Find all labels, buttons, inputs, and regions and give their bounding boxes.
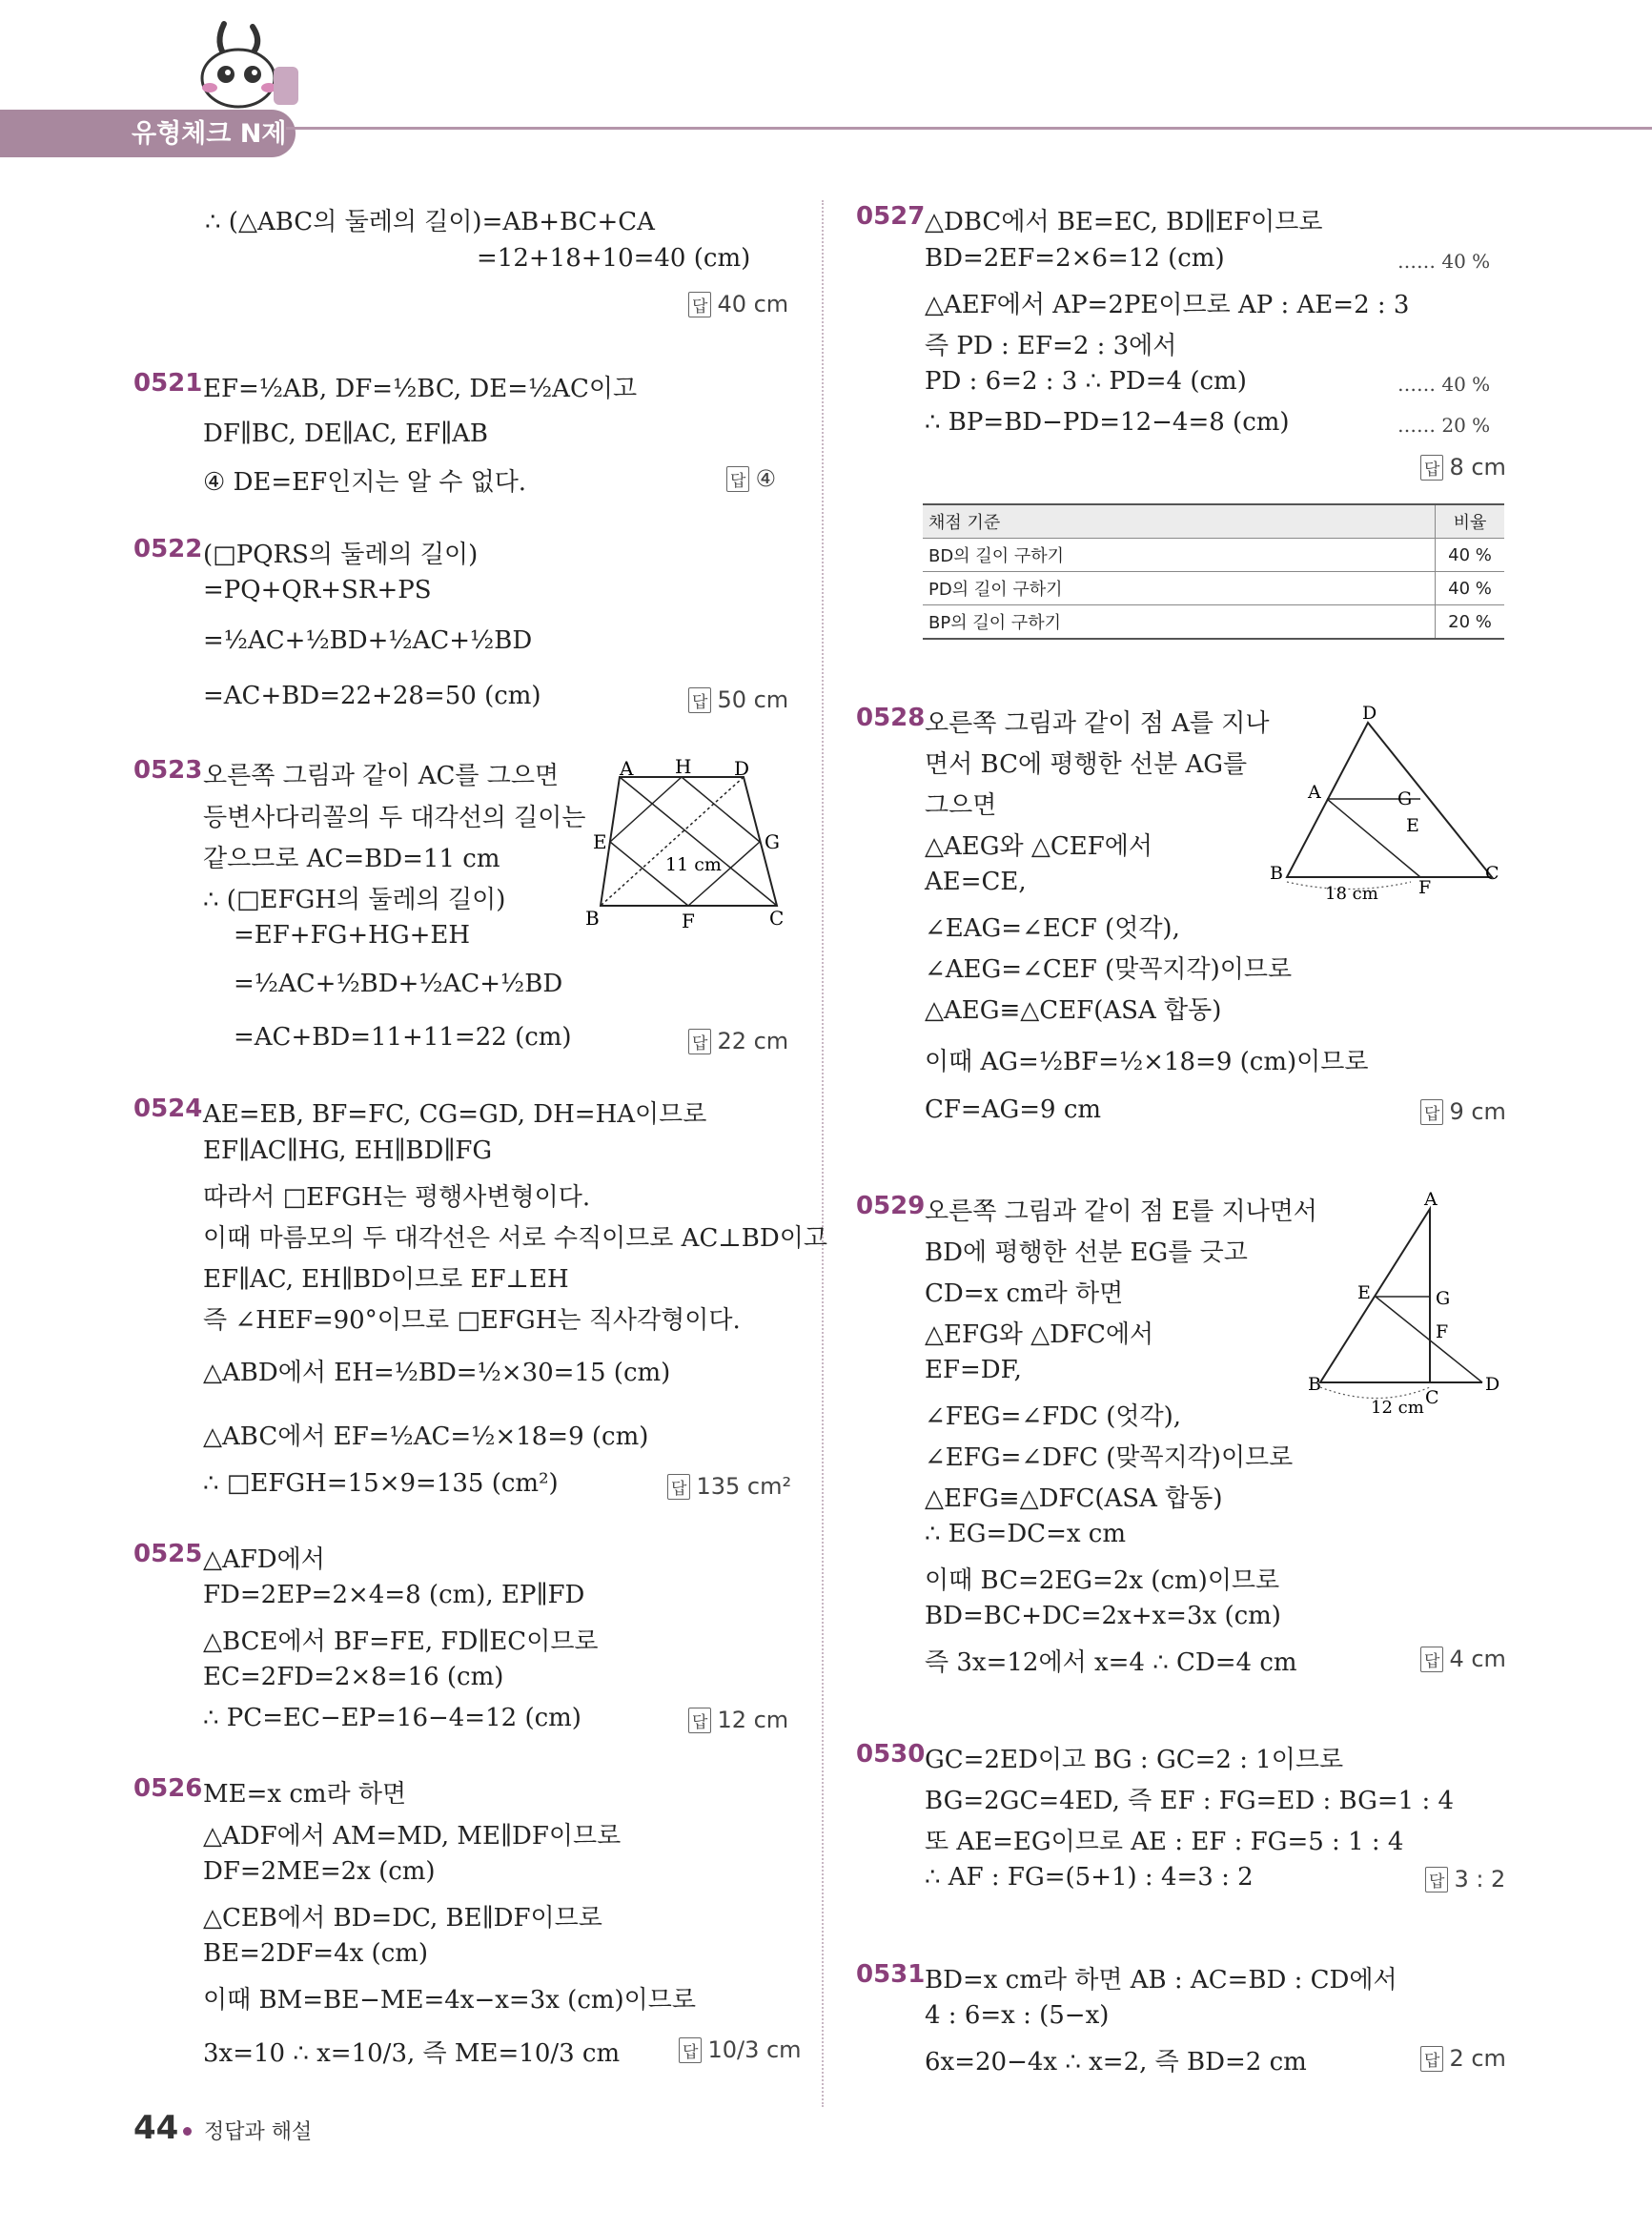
answer-badge: 답	[679, 2037, 702, 2063]
text-line: CF=AG=9 cm	[925, 1095, 1102, 1124]
text-line: ∴ (□EFGH의 둘레의 길이)	[203, 886, 506, 914]
answer-value: 22 cm	[717, 1028, 789, 1054]
text-line: △BCE에서 BF=FE, FD∥EC이므로	[203, 1627, 599, 1656]
text-line: △ADF에서 AM=MD, ME∥DF이므로	[203, 1822, 622, 1851]
table-header-row	[923, 504, 1504, 539]
score-percent: …… 40 %	[1397, 373, 1491, 396]
fig-label: B	[585, 907, 600, 930]
fig-label: H	[675, 758, 692, 778]
problem-number: 0529	[856, 1192, 926, 1220]
text-line: 오른쪽 그림과 같이 점 A를 지나	[925, 709, 1270, 738]
problem-number: 0522	[133, 535, 203, 563]
answer-badge: 답	[688, 1029, 711, 1054]
text-line: △AEG≡△CEF(ASA 합동)	[925, 996, 1222, 1025]
answer-badge: 답	[1420, 2046, 1443, 2072]
text-line: BD=x cm라 하면 AB : AC=BD : CD에서	[925, 1966, 1397, 1995]
answer-badge: 답	[688, 687, 711, 713]
text-line: 이때 BC=2EG=2x (cm)이므로	[925, 1566, 1280, 1595]
table-row	[923, 572, 1504, 605]
fig-label: B	[1308, 1374, 1321, 1395]
table-cell: BP의 길이 구하기	[923, 605, 1436, 640]
fig-label: D	[734, 758, 750, 780]
fig-label: A	[1308, 782, 1321, 803]
answer-value: ④	[755, 465, 776, 492]
answer-value: 50 cm	[717, 686, 789, 713]
text-line: =PQ+QR+SR+PS	[203, 576, 432, 604]
scoring-table	[923, 503, 1504, 640]
problem-number: 0524	[133, 1095, 203, 1123]
text-line: BG=2GC=4ED, 즉 EF : FG=ED : BG=1 : 4	[925, 1787, 1455, 1815]
table-cell: 20 %	[1436, 605, 1505, 640]
answer	[726, 465, 776, 492]
text-line: 6x=20−4x ∴ x=2, 즉 BD=2 cm	[925, 2048, 1307, 2077]
answer	[1420, 1098, 1506, 1125]
text-line: 그으면	[925, 791, 997, 820]
fig-label: C	[1485, 863, 1499, 884]
table-header: 채점 기준	[923, 504, 1436, 539]
text-line: EF=½AB, DF=½BC, DE=½AC이고	[203, 375, 638, 403]
rabbit-mascot-icon	[186, 19, 300, 124]
triangle-figure-0528	[1268, 706, 1506, 906]
text-line: FD=2EP=2×4=8 (cm), EP∥FD	[203, 1581, 585, 1609]
text-line: ∴ □EFGH=15×9=135 (cm²)	[203, 1469, 559, 1498]
text-line: DF∥BC, DE∥AC, EF∥AB	[203, 419, 488, 448]
text-line: ④ DE=EF인지는 알 수 없다.	[203, 468, 527, 497]
fig-label: C	[769, 907, 785, 930]
fig-label: E	[593, 830, 607, 853]
page-number: 44	[133, 2109, 179, 2147]
text-line: 또 AE=EG이므로 AE : EF : FG=5 : 1 : 4	[925, 1828, 1404, 1856]
text-line: 이때 AG=½BF=½×18=9 (cm)이므로	[925, 1048, 1369, 1076]
text-line: 오른쪽 그림과 같이 AC를 그으면	[203, 762, 560, 790]
answer-badge: 답	[1425, 1867, 1448, 1892]
answer	[1420, 1646, 1506, 1672]
footer-section: 정답과 해설	[204, 2120, 313, 2144]
fig-label: A	[1424, 1192, 1438, 1210]
text-line: 등변사다리꼴의 두 대각선의 길이는	[203, 804, 586, 832]
text-line: △AEG와 △CEF에서	[925, 832, 1153, 861]
text-line: 4 : 6=x : (5−x)	[925, 2001, 1110, 2030]
text-line: △EFG와 △DFC에서	[925, 1320, 1154, 1349]
text-line: ∴ PC=EC−EP=16−4=12 (cm)	[203, 1704, 581, 1732]
text-line: △CEB에서 BD=DC, BE∥DF이므로	[203, 1904, 602, 1933]
answer	[688, 1028, 788, 1054]
fig-label: C	[1425, 1387, 1439, 1408]
text-line: EF=DF,	[925, 1356, 1022, 1384]
fig-label: 11 cm	[665, 854, 722, 875]
fig-label: E	[1357, 1282, 1371, 1303]
text-line: △EFG≡△DFC(ASA 합동)	[925, 1484, 1223, 1513]
text-line: =12+18+10=40 (cm)	[477, 244, 751, 273]
problem-number: 0523	[133, 756, 203, 785]
text-line: 즉 PD : EF=2 : 3에서	[925, 332, 1177, 360]
answer	[1420, 454, 1506, 481]
text-line: EF∥AC∥HG, EH∥BD∥FG	[203, 1136, 493, 1165]
text-line: 이때 마름모의 두 대각선은 서로 수직이므로 AC⊥BD이고	[203, 1224, 827, 1253]
text-line: ∠EAG=∠ECF (엇각),	[925, 914, 1180, 943]
answer-badge: 답	[1420, 1647, 1443, 1672]
text-line: 3x=10 ∴ x=10/3, 즉 ME=10/3 cm	[203, 2039, 621, 2068]
text-line: 이때 BM=BE−ME=4x−x=3x (cm)이므로	[203, 1986, 697, 2015]
table-cell: 40 %	[1436, 572, 1505, 605]
text-line: 오른쪽 그림과 같이 점 E를 지나면서	[925, 1197, 1317, 1226]
problem-number: 0528	[856, 704, 926, 732]
text-line: (□PQRS의 둘레의 길이)	[203, 541, 479, 569]
table-header: 비율	[1436, 504, 1505, 539]
text-line: =AC+BD=22+28=50 (cm)	[203, 682, 541, 710]
header-rule	[286, 127, 1652, 130]
triangle-figure-0529	[1296, 1192, 1506, 1421]
text-line: BD에 평행한 선분 EG를 긋고	[925, 1238, 1248, 1267]
text-line: BD=BC+DC=2x+x=3x (cm)	[925, 1602, 1281, 1630]
text-line: ME=x cm라 하면	[203, 1780, 407, 1809]
answer-badge: 답	[1420, 455, 1443, 481]
text-line: EF∥AC, EH∥BD이므로 EF⊥EH	[203, 1265, 569, 1294]
fig-label: 12 cm	[1371, 1398, 1424, 1418]
text-line: BD=2EF=2×6=12 (cm)	[925, 244, 1225, 273]
trapezoid-figure	[581, 758, 796, 930]
text-line: 면서 BC에 평행한 선분 AG를	[925, 750, 1248, 779]
table-cell: 40 %	[1436, 539, 1505, 572]
fig-label: F	[1418, 877, 1432, 898]
answer	[679, 2036, 802, 2063]
answer-badge: 답	[1420, 1099, 1443, 1125]
answer-value: 3 : 2	[1454, 1866, 1506, 1892]
answer-value: 2 cm	[1449, 2045, 1506, 2072]
text-line: 같으므로 AC=BD=11 cm	[203, 845, 500, 873]
text-line: ∴ AF : FG=(5+1) : 4=3 : 2	[925, 1863, 1254, 1892]
answer	[1420, 2045, 1506, 2072]
column-divider	[822, 200, 824, 2107]
fig-label: 18 cm	[1325, 884, 1378, 904]
score-percent: …… 20 %	[1397, 414, 1491, 437]
problem-number: 0531	[856, 1960, 926, 1989]
fig-label: D	[1485, 1374, 1500, 1395]
fig-label: F	[682, 910, 695, 930]
text-line: △ABC에서 EF=½AC=½×18=9 (cm)	[203, 1422, 649, 1451]
text-line: AE=CE,	[925, 868, 1027, 896]
answer-value: 10/3 cm	[707, 2036, 802, 2063]
text-line: CD=x cm라 하면	[925, 1279, 1124, 1308]
text-line: ∴ BP=BD−PD=12−4=8 (cm)	[925, 408, 1290, 437]
answer-badge: 답	[667, 1474, 690, 1500]
fig-label: G	[765, 830, 780, 853]
fig-label: G	[1397, 788, 1413, 809]
answer-badge: 답	[726, 466, 749, 492]
table-cell: PD의 길이 구하기	[923, 572, 1436, 605]
text-line: DF=2ME=2x (cm)	[203, 1857, 436, 1886]
answer-value: 4 cm	[1449, 1646, 1506, 1672]
text-line: =AC+BD=11+11=22 (cm)	[234, 1023, 572, 1052]
table-row	[923, 605, 1504, 640]
text-line: ∠FEG=∠FDC (엇각),	[925, 1402, 1181, 1431]
fig-label: D	[1362, 706, 1377, 724]
answer	[667, 1473, 791, 1500]
answer-value: 12 cm	[717, 1707, 789, 1733]
text-line: EC=2FD=2×8=16 (cm)	[203, 1663, 504, 1691]
text-line: 따라서 □EFGH는 평행사변형이다.	[203, 1183, 591, 1212]
answer	[688, 686, 788, 713]
text-line: BE=2DF=4x (cm)	[203, 1939, 429, 1968]
text-line: ∠EFG=∠DFC (맞꼭지각)이므로	[925, 1443, 1294, 1472]
fig-label: A	[620, 758, 634, 780]
text-line: △AFD에서	[203, 1545, 325, 1574]
answer	[1425, 1866, 1505, 1892]
text-line: =½AC+½BD+½AC+½BD	[234, 970, 563, 998]
text-line: ∴ (△ABC의 둘레의 길이)=AB+BC+CA	[205, 208, 655, 236]
answer	[688, 1707, 788, 1733]
text-line: △DBC에서 BE=EC, BD∥EF이므로	[925, 208, 1323, 236]
fig-label: F	[1436, 1321, 1449, 1342]
fig-label: G	[1436, 1288, 1451, 1309]
table-cell: BD의 길이 구하기	[923, 539, 1436, 572]
header-title: 유형체크 N제	[132, 119, 287, 149]
fig-label: B	[1270, 863, 1283, 884]
answer-value: 135 cm²	[696, 1473, 792, 1500]
answer-value: 8 cm	[1449, 454, 1506, 481]
problem-number: 0521	[133, 369, 203, 398]
table-row	[923, 539, 1504, 572]
text-line: 즉 ∠HEF=90°이므로 □EFGH는 직사각형이다.	[203, 1306, 741, 1335]
text-line: AE=EB, BF=FC, CG=GD, DH=HA이므로	[203, 1100, 707, 1129]
text-line: ∠AEG=∠CEF (맞꼭지각)이므로	[925, 955, 1293, 984]
answer	[688, 291, 788, 317]
problem-number: 0525	[133, 1540, 203, 1568]
text-line: △ABD에서 EH=½BD=½×30=15 (cm)	[203, 1359, 671, 1387]
problem-number: 0526	[133, 1774, 203, 1803]
score-percent: …… 40 %	[1397, 250, 1491, 273]
text-line: 즉 3x=12에서 x=4 ∴ CD=4 cm	[925, 1648, 1297, 1677]
fig-label: E	[1406, 815, 1419, 836]
text-line: =½AC+½BD+½AC+½BD	[203, 626, 533, 655]
answer-value: 9 cm	[1449, 1098, 1506, 1125]
text-line: ∴ EG=DC=x cm	[925, 1520, 1127, 1548]
answer-badge: 답	[688, 1708, 711, 1733]
answer-value: 40 cm	[717, 291, 789, 317]
answer-badge: 답	[688, 292, 711, 317]
text-line: =EF+FG+HG+EH	[234, 921, 471, 950]
problem-number: 0530	[856, 1740, 926, 1769]
problem-number: 0527	[856, 202, 926, 231]
text-line: PD : 6=2 : 3 ∴ PD=4 (cm)	[925, 367, 1247, 396]
text-line: △AEF에서 AP=2PE이므로 AP : AE=2 : 3	[925, 291, 1410, 319]
footer-bullet-icon	[183, 2127, 192, 2136]
text-line: GC=2ED이고 BG : GC=2 : 1이므로	[925, 1746, 1344, 1774]
